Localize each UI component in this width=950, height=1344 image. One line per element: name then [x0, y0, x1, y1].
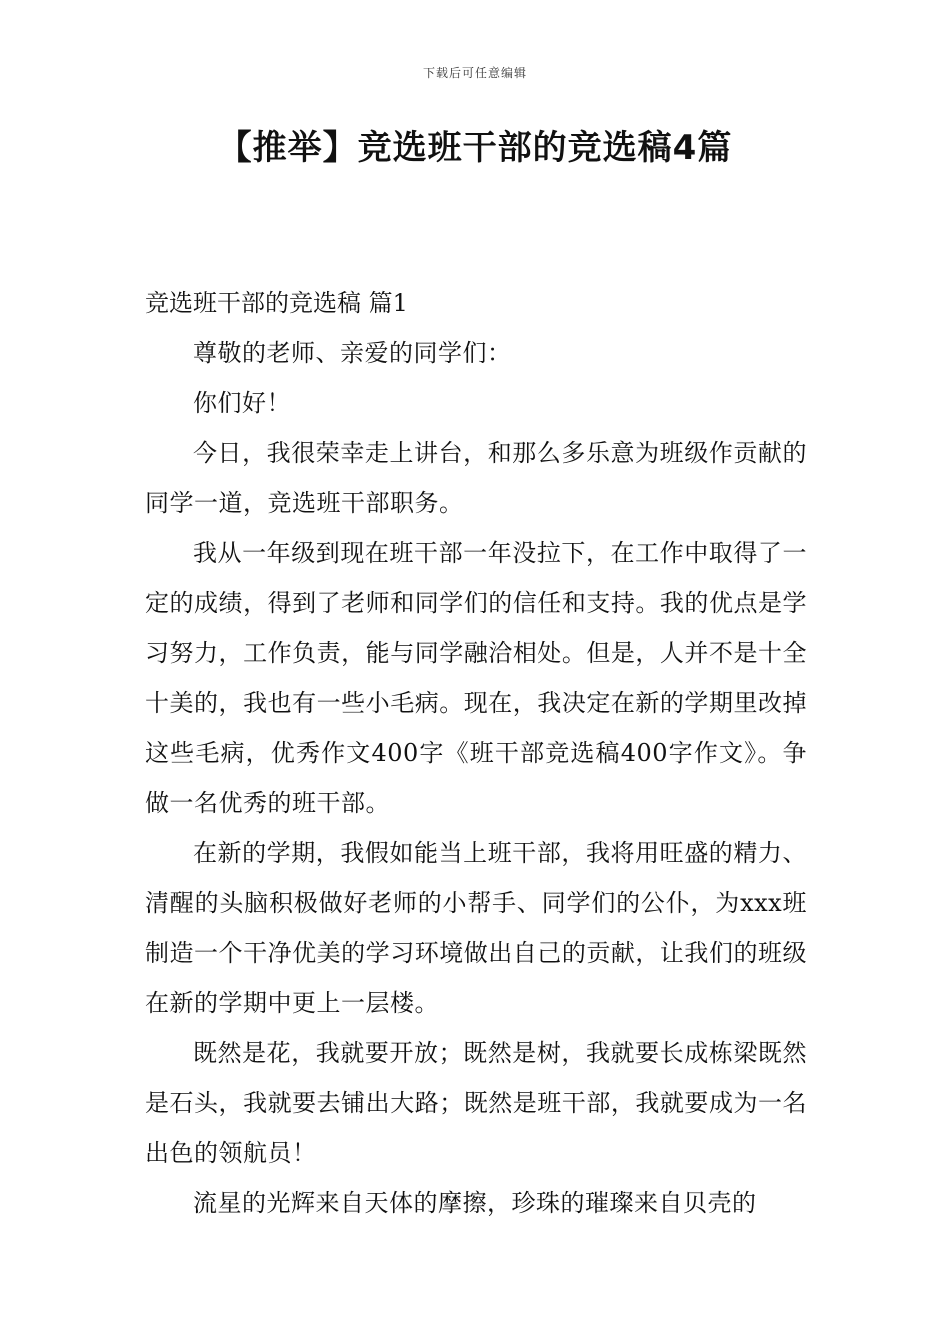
- paragraph: 流星的光辉来自天体的摩擦，珍珠的璀璨来自贝壳的: [193, 1189, 757, 1217]
- paragraph: 既然是花，我就要开放；既然是树，我就要长成栋梁既然是石头，我就要去铺出大路；既然是班干部，我就要成为一名出色的领航员！: [145, 1039, 807, 1167]
- paragraph: 今日，我很荣幸走上讲台，和那么多乐意为班级作贡献的同学一道，竞选班干部职务。: [145, 439, 807, 517]
- paragraph: 我从一年级到现在班干部一年没拉下，在工作中取得了一定的成绩，得到了老师和同学们的信任和支持。我的优点是学习努力，工作负责，能与同学融洽相处。但是，人并不是十全十美的，我也有一些小毛病。现在，我决定在新的学期里改掉这些毛病，优秀作文400字《班干部竞选稿400字作文》。争做一名优秀的班干部。: [145, 539, 807, 817]
- paragraph-greeting: 你们好！: [193, 389, 291, 417]
- paragraph: 在新的学期，我假如能当上班干部，我将用旺盛的精力、清醒的头脑积极做好老师的小帮手、同学们的公仆，为xxx班制造一个干净优美的学习环境做出自己的贡献，让我们的班级在新的学期中更上一层楼。: [145, 839, 807, 1017]
- header-note: 下载后可任意编辑: [422, 66, 527, 80]
- document-title: 【推举】竞选班干部的竞选稿4篇: [217, 128, 733, 168]
- document-body: [145, 278, 807, 1228]
- section-heading: 竞选班干部的竞选稿 篇1: [145, 289, 408, 317]
- paragraph-salutation: 尊敬的老师、亲爱的同学们：: [193, 339, 512, 367]
